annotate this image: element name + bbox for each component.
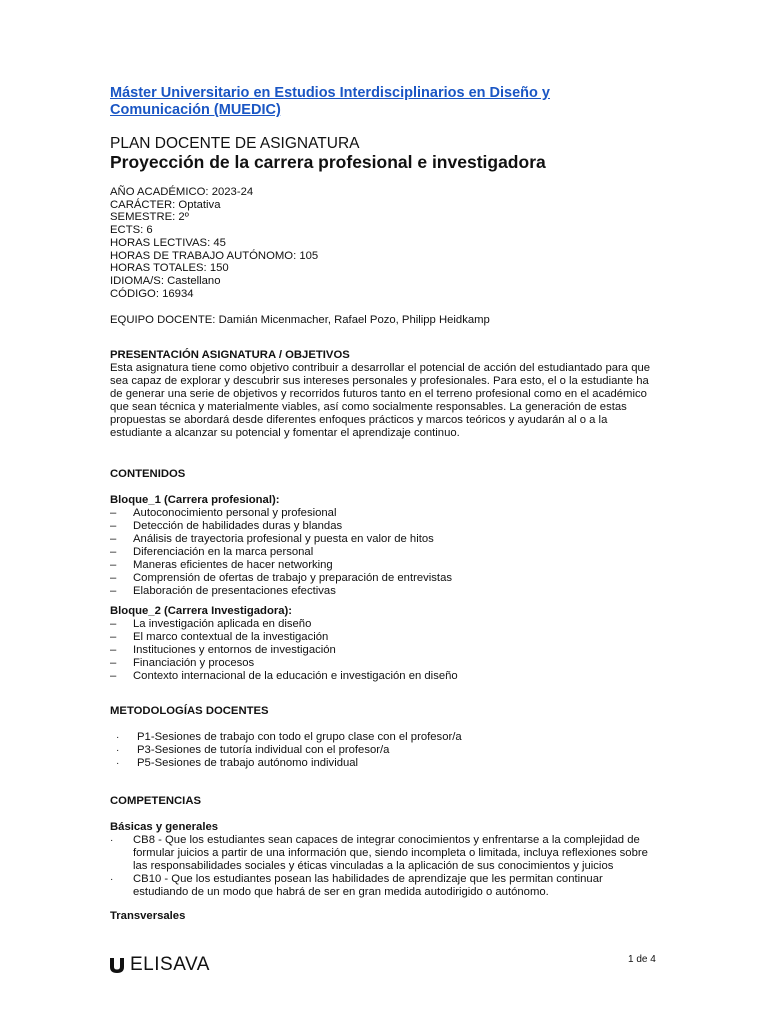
list-item: – Análisis de trayectoria profesional y puesta en valor de hitos bbox=[110, 533, 658, 546]
info-total-hours: HORAS TOTALES: 150 bbox=[110, 262, 229, 275]
block1-title: Bloque_1 (Carrera profesional): bbox=[110, 494, 280, 506]
methodologies-heading: METODOLOGÍAS DOCENTES bbox=[110, 705, 269, 717]
contents-section bbox=[110, 468, 658, 683]
presentation-text: Esta asignatura tiene como objetivo contribuir a desarrollar el potencial de acción del estudiantado para que sea capaz de explorar y descubrir sus intereses personales y profesionales. Para esto, el o la estudiante ha de generar una serie de objetivos y recorridos futuros tanto en el terreno profesional como en el académico que sean técnica y materialmente viables, así como socialmente responsables. La generación de estas propuestas se abordará desde diferentes enfoques prácticos y marcos teóricos y ayudarán al o a la estudiante a alcanzar su potencial y fomentar el aprendizaje continuo. bbox=[110, 362, 651, 439]
methodologies-section bbox=[110, 705, 658, 770]
methodologies-list bbox=[110, 731, 658, 770]
competencies-section bbox=[110, 795, 658, 923]
list-item: · P1-Sesiones de trabajo con todo el grupo clase con el profesor/a bbox=[110, 731, 658, 744]
course-info-list bbox=[110, 186, 318, 300]
list-item: · CB8 - Que los estudiantes sean capaces de integrar conocimientos y enfrentarse a la complejidad de formular juicios a partir de una información que, siendo incompleta o limitada, incluya reflexiones sobre las responsabilidades sociales y éticas vinculadas a la aplicación de sus conocimientos y juicios bbox=[110, 834, 658, 873]
logo-text: ELISAVA bbox=[130, 954, 210, 975]
list-item: – Maneras eficientes de hacer networking bbox=[110, 559, 658, 572]
info-code: CÓDIGO: 16934 bbox=[110, 287, 194, 300]
transversal-heading: Transversales bbox=[110, 910, 186, 922]
list-item: – El marco contextual de la investigación bbox=[110, 631, 658, 644]
presentation-section bbox=[110, 349, 658, 440]
list-item: – Contexto internacional de la educación e investigación en diseño bbox=[110, 670, 658, 683]
competencies-list bbox=[110, 834, 658, 899]
list-item: – Detección de habilidades duras y blandas bbox=[110, 520, 658, 533]
competencies-heading: COMPETENCIAS bbox=[110, 795, 202, 807]
list-item: · P3-Sesiones de tutoría individual con el profesor/a bbox=[110, 744, 658, 757]
list-item: · P5-Sesiones de trabajo autónomo individual bbox=[110, 757, 658, 770]
list-item: – Instituciones y entornos de investigación bbox=[110, 644, 658, 657]
info-semester: SEMESTRE: 2º bbox=[110, 211, 189, 224]
info-teaching-hours: HORAS LECTIVAS: 45 bbox=[110, 236, 226, 249]
competencies-subheading: Básicas y generales bbox=[110, 821, 219, 833]
list-item: – Elaboración de presentaciones efectivas bbox=[110, 585, 658, 598]
program-title-link[interactable]: Máster Universitario en Estudios Interdisciplinarios en Diseño y Comunicación (MUEDIC) bbox=[110, 85, 550, 118]
teaching-team: EQUIPO DOCENTE: Damián Micenmacher, Rafael Pozo, Philipp Heidkamp bbox=[110, 314, 490, 326]
info-character: CARÁCTER: Optativa bbox=[110, 198, 221, 211]
info-academic-year: AÑO ACADÉMICO: 2023-24 bbox=[110, 186, 254, 198]
list-item: – Diferenciación en la marca personal bbox=[110, 546, 658, 559]
contents-heading: CONTENIDOS bbox=[110, 468, 186, 480]
presentation-heading: PRESENTACIÓN ASIGNATURA / OBJETIVOS bbox=[110, 349, 350, 361]
list-item: – Autoconocimiento personal y profesional bbox=[110, 507, 658, 520]
list-item: – Comprensión de ofertas de trabajo y preparación de entrevistas bbox=[110, 572, 658, 585]
info-ects: ECTS: 6 bbox=[110, 224, 153, 237]
block2-list bbox=[110, 618, 658, 683]
list-item: · CB10 - Que los estudiantes posean las habilidades de aprendizaje que les permitan continuar estudiando de un modo que habrá de ser en gran medida autodirigido o autónomo. bbox=[110, 873, 658, 899]
list-item: – La investigación aplicada en diseño bbox=[110, 618, 658, 631]
list-item: – Financiación y procesos bbox=[110, 657, 658, 670]
elisava-logo bbox=[110, 954, 210, 976]
plan-label: PLAN DOCENTE DE ASIGNATURA bbox=[110, 135, 360, 152]
info-languages: IDIOMA/S: Castellano bbox=[110, 274, 221, 287]
page-number: 1 de 4 bbox=[628, 954, 656, 965]
u-logo-icon bbox=[110, 958, 124, 973]
block1-list bbox=[110, 507, 658, 598]
course-title: Proyección de la carrera profesional e investigadora bbox=[110, 152, 546, 172]
block2-title: Bloque_2 (Carrera Investigadora): bbox=[110, 605, 293, 617]
info-autonomous-hours: HORAS DE TRABAJO AUTÓNOMO: 105 bbox=[110, 249, 319, 262]
